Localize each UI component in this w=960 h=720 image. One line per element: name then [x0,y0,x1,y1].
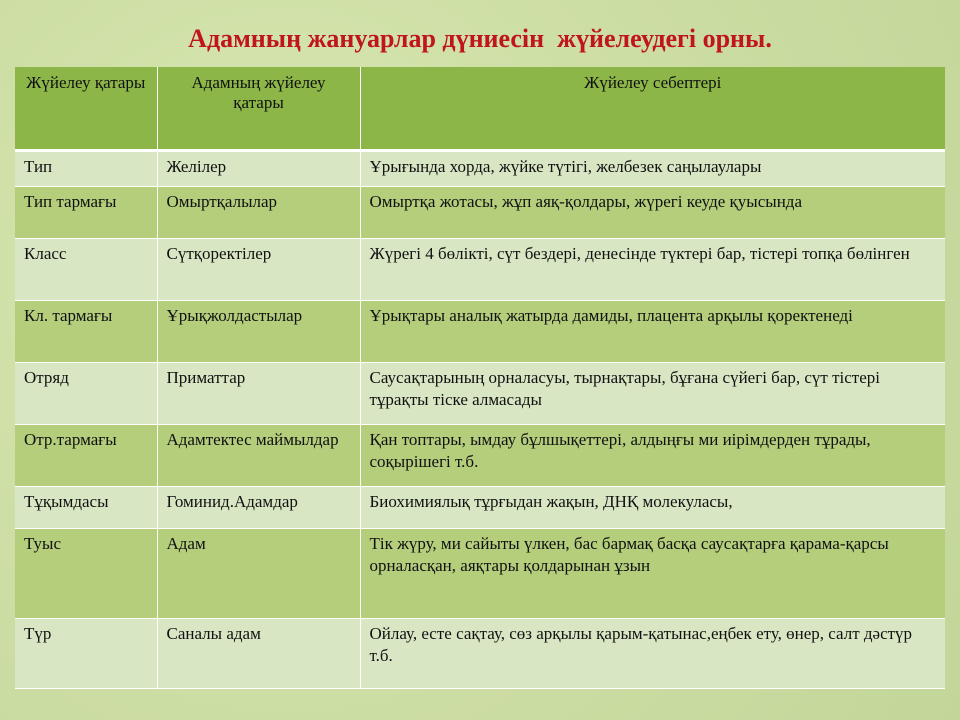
human-rank-cell: Омыртқалылар [157,187,360,239]
table-row [15,363,945,425]
page-title: Адамның жануарлар дүниесін жүйелеудегі орны. [188,24,772,53]
human-rank-cell: Адам [157,529,360,619]
classification-table [15,67,945,689]
human-rank-cell: Адамтектес маймылдар [157,425,360,487]
table-row [15,239,945,301]
table-row [15,487,945,529]
reason-cell: Қан топтары, ымдау бұлшықеттері, алдыңғы ми иірімдерден тұрады, соқырішегі т.б. [360,425,945,487]
rank-cell: Класс [15,239,157,301]
reason-cell: Ұрықтары аналық жатырда дамиды, плацента арқылы қоректенеді [360,301,945,363]
table-row [15,301,945,363]
header-cell: Жүйелеу себептері [360,67,945,151]
reason-cell: Жүрегі 4 бөлікті, сүт бездері, денесінде түктері бар, тістері топқа бөлінген [360,239,945,301]
human-rank-cell: Желілер [157,151,360,187]
table-row [15,619,945,689]
table-row [15,151,945,187]
header-cell: Жүйелеу қатары [15,67,157,151]
rank-cell: Туыс [15,529,157,619]
human-rank-cell: Ұрықжолдастылар [157,301,360,363]
reason-cell: Ұрығында хорда, жүйке түтігі, желбезек саңылаулары [360,151,945,187]
rank-cell: Тип тармағы [15,187,157,239]
human-rank-cell: Сүтқоректілер [157,239,360,301]
rank-cell: Тұқымдасы [15,487,157,529]
human-rank-cell: Гоминид.Адамдар [157,487,360,529]
human-rank-cell: Приматтар [157,363,360,425]
reason-cell: Биохимиялық тұрғыдан жақын, ДНҚ молекуласы, [360,487,945,529]
table-row [15,187,945,239]
table-row [15,425,945,487]
reason-cell: Омыртқа жотасы, жұп аяқ-қолдары, жүрегі кеуде қуысында [360,187,945,239]
table-header-row [15,67,945,151]
header-cell: Адамның жүйелеу қатары [157,67,360,151]
reason-cell: Саусақтарының орналасуы, тырнақтары, бұғана сүйегі бар, сүт тістері тұрақты тіске алмасады [360,363,945,425]
rank-cell: Кл. тармағы [15,301,157,363]
reason-cell: Ойлау, есте сақтау, сөз арқылы қарым-қатынас,еңбек ету, өнер, салт дәстүр т.б. [360,619,945,689]
rank-cell: Отр.тармағы [15,425,157,487]
human-rank-cell: Саналы адам [157,619,360,689]
rank-cell: Отряд [15,363,157,425]
reason-cell: Тік жүру, ми сайыты үлкен, бас бармақ басқа саусақтарға қарама-қарсы орналасқан, аяқтары қолдарынан ұзын [360,529,945,619]
rank-cell: Түр [15,619,157,689]
rank-cell: Тип [15,151,157,187]
table-row [15,529,945,619]
